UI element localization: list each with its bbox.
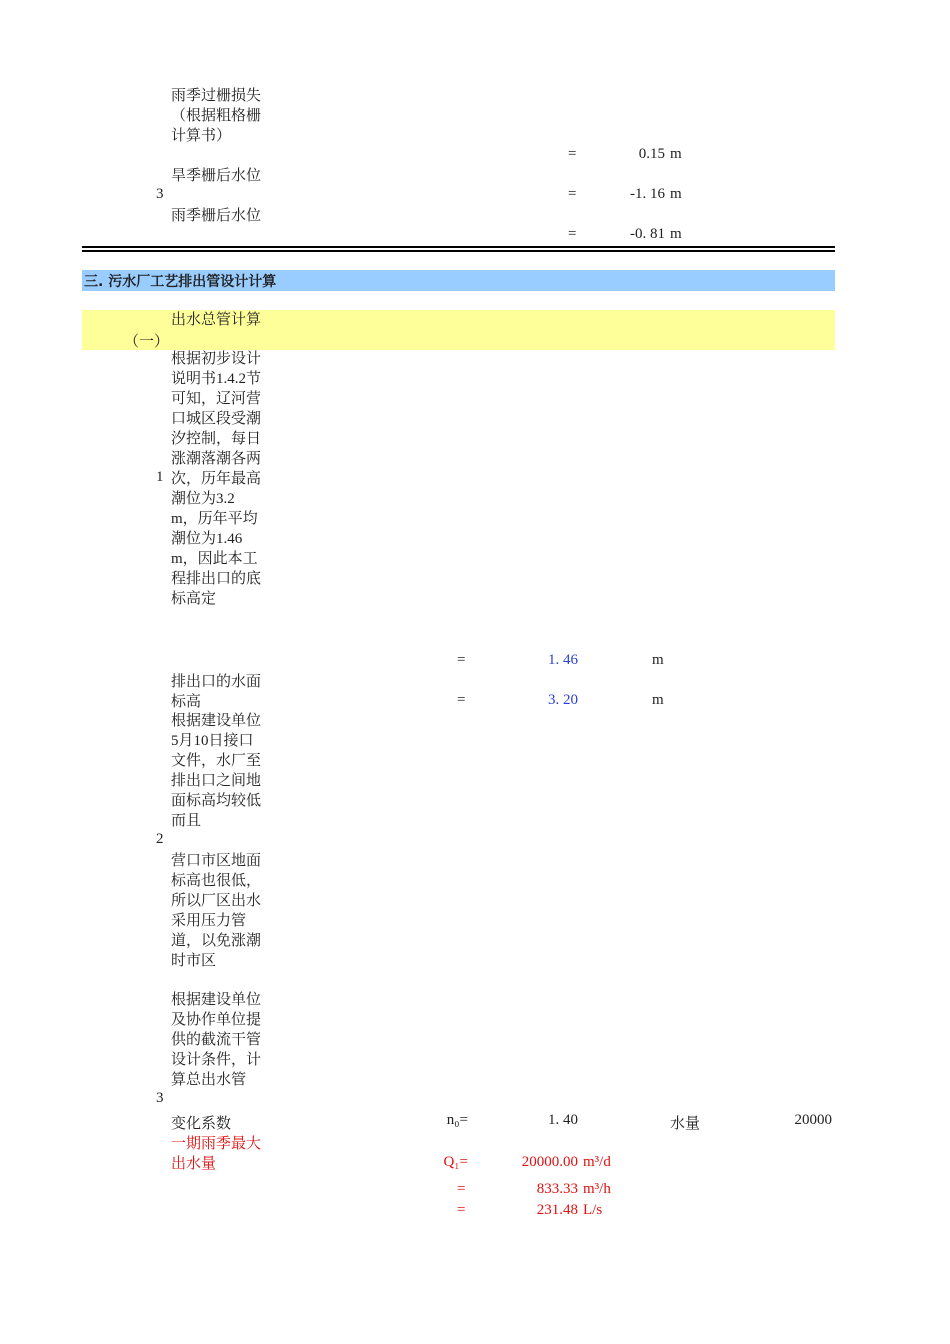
item-number-1: 1 — [156, 469, 164, 485]
outlet-surface-value: 3. 20 — [548, 692, 578, 708]
q3-unit: L/s — [583, 1202, 603, 1218]
outlet-surface-label: 排出口的水面标高 — [171, 674, 262, 710]
rain-grate-loss-label: 雨季过栅损失（根据粗格栅计算书） — [171, 88, 262, 144]
q1-symbol: Q₁= — [443, 1154, 468, 1170]
rain-grate-loss-eq: = — [568, 146, 577, 162]
q1-value: 20000.00 — [521, 1154, 578, 1170]
subsection-title: 出水总管计算 — [171, 312, 262, 328]
rain-grate-loss-unit: m — [670, 146, 682, 162]
divider-top — [82, 246, 835, 248]
water-volume-value: 20000 — [794, 1112, 832, 1128]
item2-text-b: 营口市区地面标高也很低，所以厂区出水采用压力管道，以免涨潮时市区 — [171, 853, 262, 969]
q3-value: 231.48 — [536, 1202, 578, 1218]
q1-unit: m³/d — [583, 1154, 611, 1170]
item3-text: 根据建设单位及协作单位提供的截流干管设计条件，计算总出水管 — [171, 992, 262, 1088]
divider-bottom — [82, 250, 835, 252]
item-number-2: 2 — [156, 831, 164, 847]
q2-value: 833.33 — [536, 1181, 578, 1197]
rain-level-unit: m — [670, 226, 682, 242]
dry-level-eq: = — [568, 186, 577, 202]
rain-level-label: 雨季栅后水位 — [171, 208, 262, 224]
outlet-surface-eq: = — [457, 692, 466, 708]
variation-coef-label: 变化系数 — [171, 1116, 232, 1132]
dry-level-value: -1. 16 — [630, 186, 665, 202]
item1-text: 根据初步设计说明书1.4.2节可知，辽河营口城区段受潮汐控制，每日涨潮落潮各两次，历年最高潮位为3.2m，历年平均潮位为1.46m，因此本工程排出口的底标高定 — [171, 351, 262, 607]
bottom-elevation-unit: m — [652, 652, 664, 668]
outlet-surface-unit: m — [652, 692, 664, 708]
subsection-number: （一） — [124, 334, 170, 350]
variation-coef-symbol: n₀= — [446, 1112, 468, 1128]
q3-eq: = — [457, 1202, 466, 1218]
max-outflow-label: 一期雨季最大出水量 — [171, 1136, 262, 1172]
item-number-3-top: 3 — [156, 186, 164, 202]
q2-unit: m³/h — [583, 1181, 611, 1197]
bottom-elevation-value: 1. 46 — [548, 652, 578, 668]
item2-text-a: 根据建设单位5月10日接口文件，水厂至排出口之间地面标高均较低而且 — [171, 713, 262, 829]
variation-coef-value: 1. 40 — [548, 1112, 578, 1128]
item-number-3: 3 — [156, 1090, 164, 1106]
dry-level-label: 旱季栅后水位 — [171, 168, 262, 184]
rain-level-value: -0. 81 — [630, 226, 665, 242]
rain-grate-loss-value: 0.15 — [638, 146, 665, 162]
bottom-elevation-eq: = — [457, 652, 466, 668]
section-title: 三. 污水厂工艺排出管设计计算 — [84, 274, 277, 290]
water-volume-label: 水量 — [670, 1116, 701, 1132]
rain-level-eq: = — [568, 226, 577, 242]
q2-eq: = — [457, 1181, 466, 1197]
dry-level-unit: m — [670, 186, 682, 202]
section-header — [82, 270, 835, 291]
